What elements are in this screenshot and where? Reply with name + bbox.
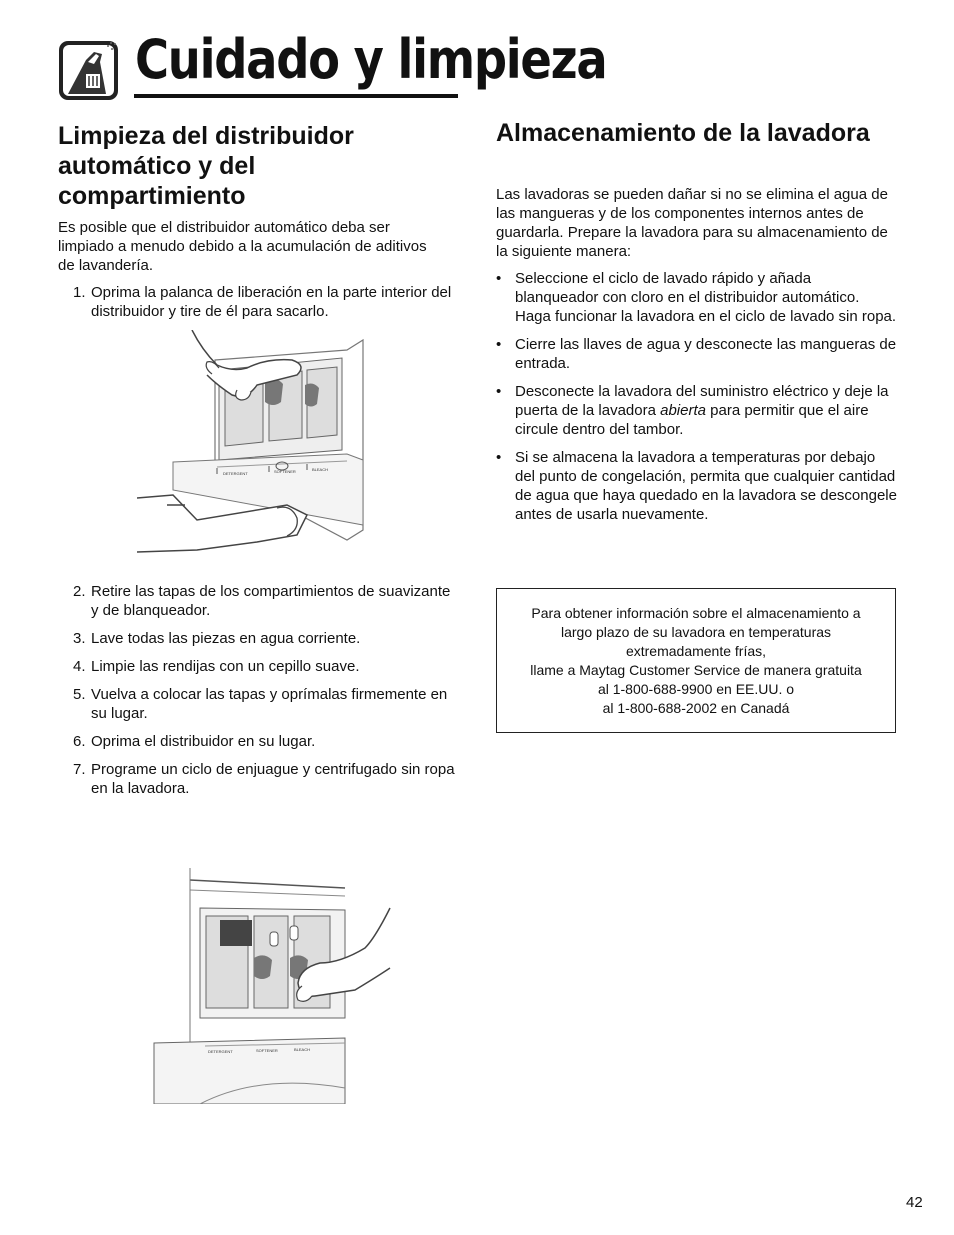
info-line: llame a Maytag Customer Service de manera gratuita	[530, 662, 862, 678]
cleaning-step-list-first	[58, 283, 458, 321]
storage-bullet: • Seleccione el ciclo de lavado rápido y añada blanqueador con cloro en el distribuidor automático. Haga funcionar la lavadora en el ciclo de lavado sin ropa.	[496, 269, 898, 326]
cleaning-step: 4. Limpie las rendijas con un cepillo suave.	[73, 658, 360, 675]
info-line: Para obtener información sobre el almacenamiento a	[531, 605, 861, 621]
dispenser-removal-illustration	[137, 330, 365, 555]
info-line: extremadamente frías,	[625, 643, 767, 659]
bleach-label: BLEACH	[312, 467, 329, 472]
softener-label: SOFTENER	[256, 1048, 278, 1053]
bleach-label: BLEACH	[294, 1047, 311, 1052]
page-number: 42	[906, 1194, 923, 1211]
cleaning-step: 6. Oprima el distribuidor en su lugar.	[73, 733, 316, 750]
emphasis-abierta: abierta	[660, 402, 706, 419]
section-heading-cleaning: Limpieza del distribuidor automático y del compartimiento	[58, 122, 354, 210]
storage-bullet: • Desconecte la lavadora del suministro eléctrico y deje la puerta de la lavadora abierta para permitir que el aire circule dentro del tambor.	[496, 382, 898, 439]
cleaning-step: 2. Retire las tapas de los compartimientos de suavizante y de blanqueador.	[73, 583, 451, 619]
info-line: largo plazo de su lavadora en temperaturas	[560, 624, 832, 640]
customer-service-info-box	[496, 588, 896, 733]
detergent-label: DETERGENT	[223, 471, 248, 476]
info-line: al 1-800-688-9900 en EE.UU. o	[597, 681, 795, 697]
storage-bullet: • Cierre las llaves de agua y desconecte las mangueras de entrada.	[496, 335, 898, 373]
spray-bottle-icon	[58, 40, 119, 101]
cleaning-step: 1. Oprima la palanca de liberación en la parte interior del distribuidor y tire de él para sacarlo.	[73, 284, 452, 320]
info-line: al 1-800-688-2002 en Canadá	[602, 700, 790, 716]
dispenser-cap-illustration	[150, 868, 392, 1104]
storage-bullet: • Si se almacena la lavadora a temperaturas por debajo del punto de congelación, permita que cualquier cantidad de agua que haya quedado en la lavadora se descongele antes de usarla nuevamente.	[496, 448, 898, 524]
cleaning-step-list	[58, 582, 458, 807]
cleaning-step: 5. Vuelva a colocar las tapas y oprímalas firmemente en su lugar.	[73, 686, 448, 722]
cleaning-intro: Es posible que el distribuidor automático deba ser limpiado a menudo debido a la acumulación de aditivos de lavandería.	[58, 219, 427, 274]
cleaning-step: 3. Lave todas las piezas en agua corriente.	[73, 630, 361, 647]
detergent-label: DETERGENT	[208, 1049, 233, 1054]
storage-intro: Las lavadoras se pueden dañar si no se elimina el agua de las mangueras y de los componentes internos antes de guardarla. Prepare la lavadora para su almacenamiento de la siguiente manera:	[496, 186, 888, 260]
page-title: Cuidado y limpieza	[135, 28, 607, 91]
storage-bullet-list	[496, 269, 898, 533]
cleaning-step: 7. Programe un ciclo de enjuague y centrifugado sin ropa en la lavadora.	[73, 761, 455, 797]
section-heading-storage: Almacenamiento de la lavadora	[496, 119, 870, 147]
title-underline	[134, 94, 458, 98]
softener-label: SOFTENER	[274, 469, 296, 474]
